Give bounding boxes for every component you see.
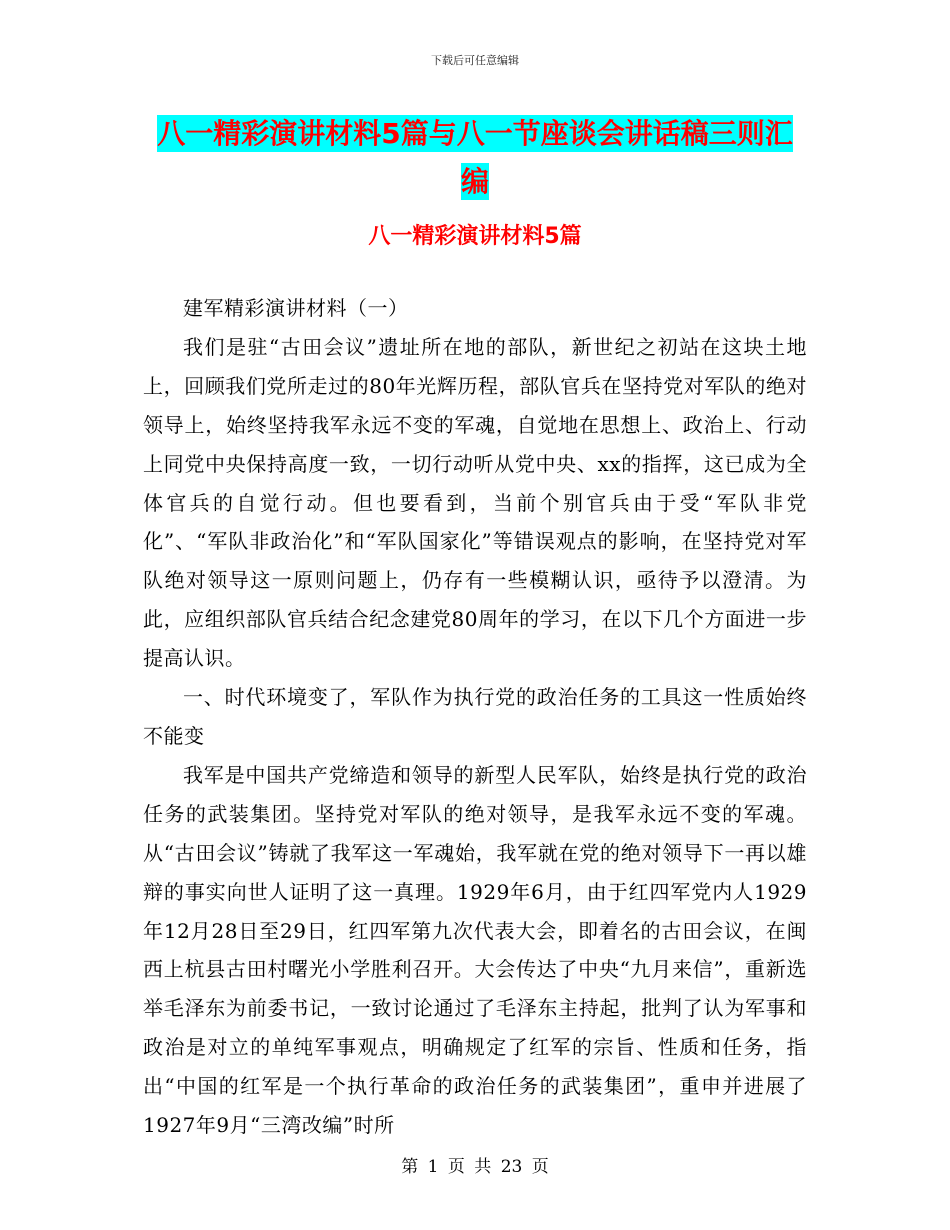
section-title: 八一精彩演讲材料5篇 bbox=[368, 224, 582, 249]
page-number: 第 1 页 共 23 页 bbox=[401, 1157, 549, 1177]
document-title-line2: 编 bbox=[460, 165, 489, 198]
page-header-note: 下载后可任意编辑 bbox=[431, 54, 519, 67]
paragraph: 我军是中国共产党缔造和领导的新型人民军队，始终是执行党的政治任务的武装集团。坚持党对军队的绝对领导，是我军永远不变的军魂。从“古田会议”铸就了我军这一军魂始，我军就在党的绝对领导下一再以雄辩的事实向世人证明了这一真理。1929年6月，由于红四军党内人1929年12月28日至29日，红四军第九次代表大会，即着名的古田会议，在闽西上杭县古田村曙光小学胜利召开。大会传达了中央“九月来信”，重新选举毛泽东为前委书记，一致讨论通过了毛泽东主持起，批判了认为军事和政治是对立的单纯军事观点，明确规定了红军的宗旨、性质和任务，指出“中国的红军是一个执行革命的政治任务的武装集团”，重申并进展了1927年9月“三湾改编”时所 bbox=[143, 762, 807, 1138]
paragraph-subtitle: 建军精彩演讲材料（一） bbox=[183, 296, 409, 320]
document-title bbox=[140, 110, 810, 206]
document-body bbox=[143, 289, 807, 1145]
paragraph: 我们是驻“古田会议”遗址所在地的部队，新世纪之初站在这块土地上，回顾我们党所走过的80年光辉历程，部队官兵在坚持党对军队的绝对领导上，始终坚持我军永远不变的军魂，自觉地在思想上、政治上、行动上同党中央保持高度一致，一切行动听从党中央、xx的指挥，这已成为全体官兵的自觉行动。但也要看到，当前个别官兵由于受“军队非党化”、“军队非政治化”和“军队国家化”等错误观点的影响，在坚持党对军队绝对领导这一原则问题上，仍存有一些模糊认识，亟待予以澄清。为此，应组织部队官兵结合纪念建党80周年的学习，在以下几个方面进一步提高认识。 bbox=[143, 334, 807, 671]
paragraph-heading: 一、时代环境变了，军队作为执行党的政治任务的工具这一性质始终不能变 bbox=[143, 685, 807, 748]
document-title-line1: 八一精彩演讲材料5篇与八一节座谈会讲话稿三则汇 bbox=[157, 117, 793, 150]
